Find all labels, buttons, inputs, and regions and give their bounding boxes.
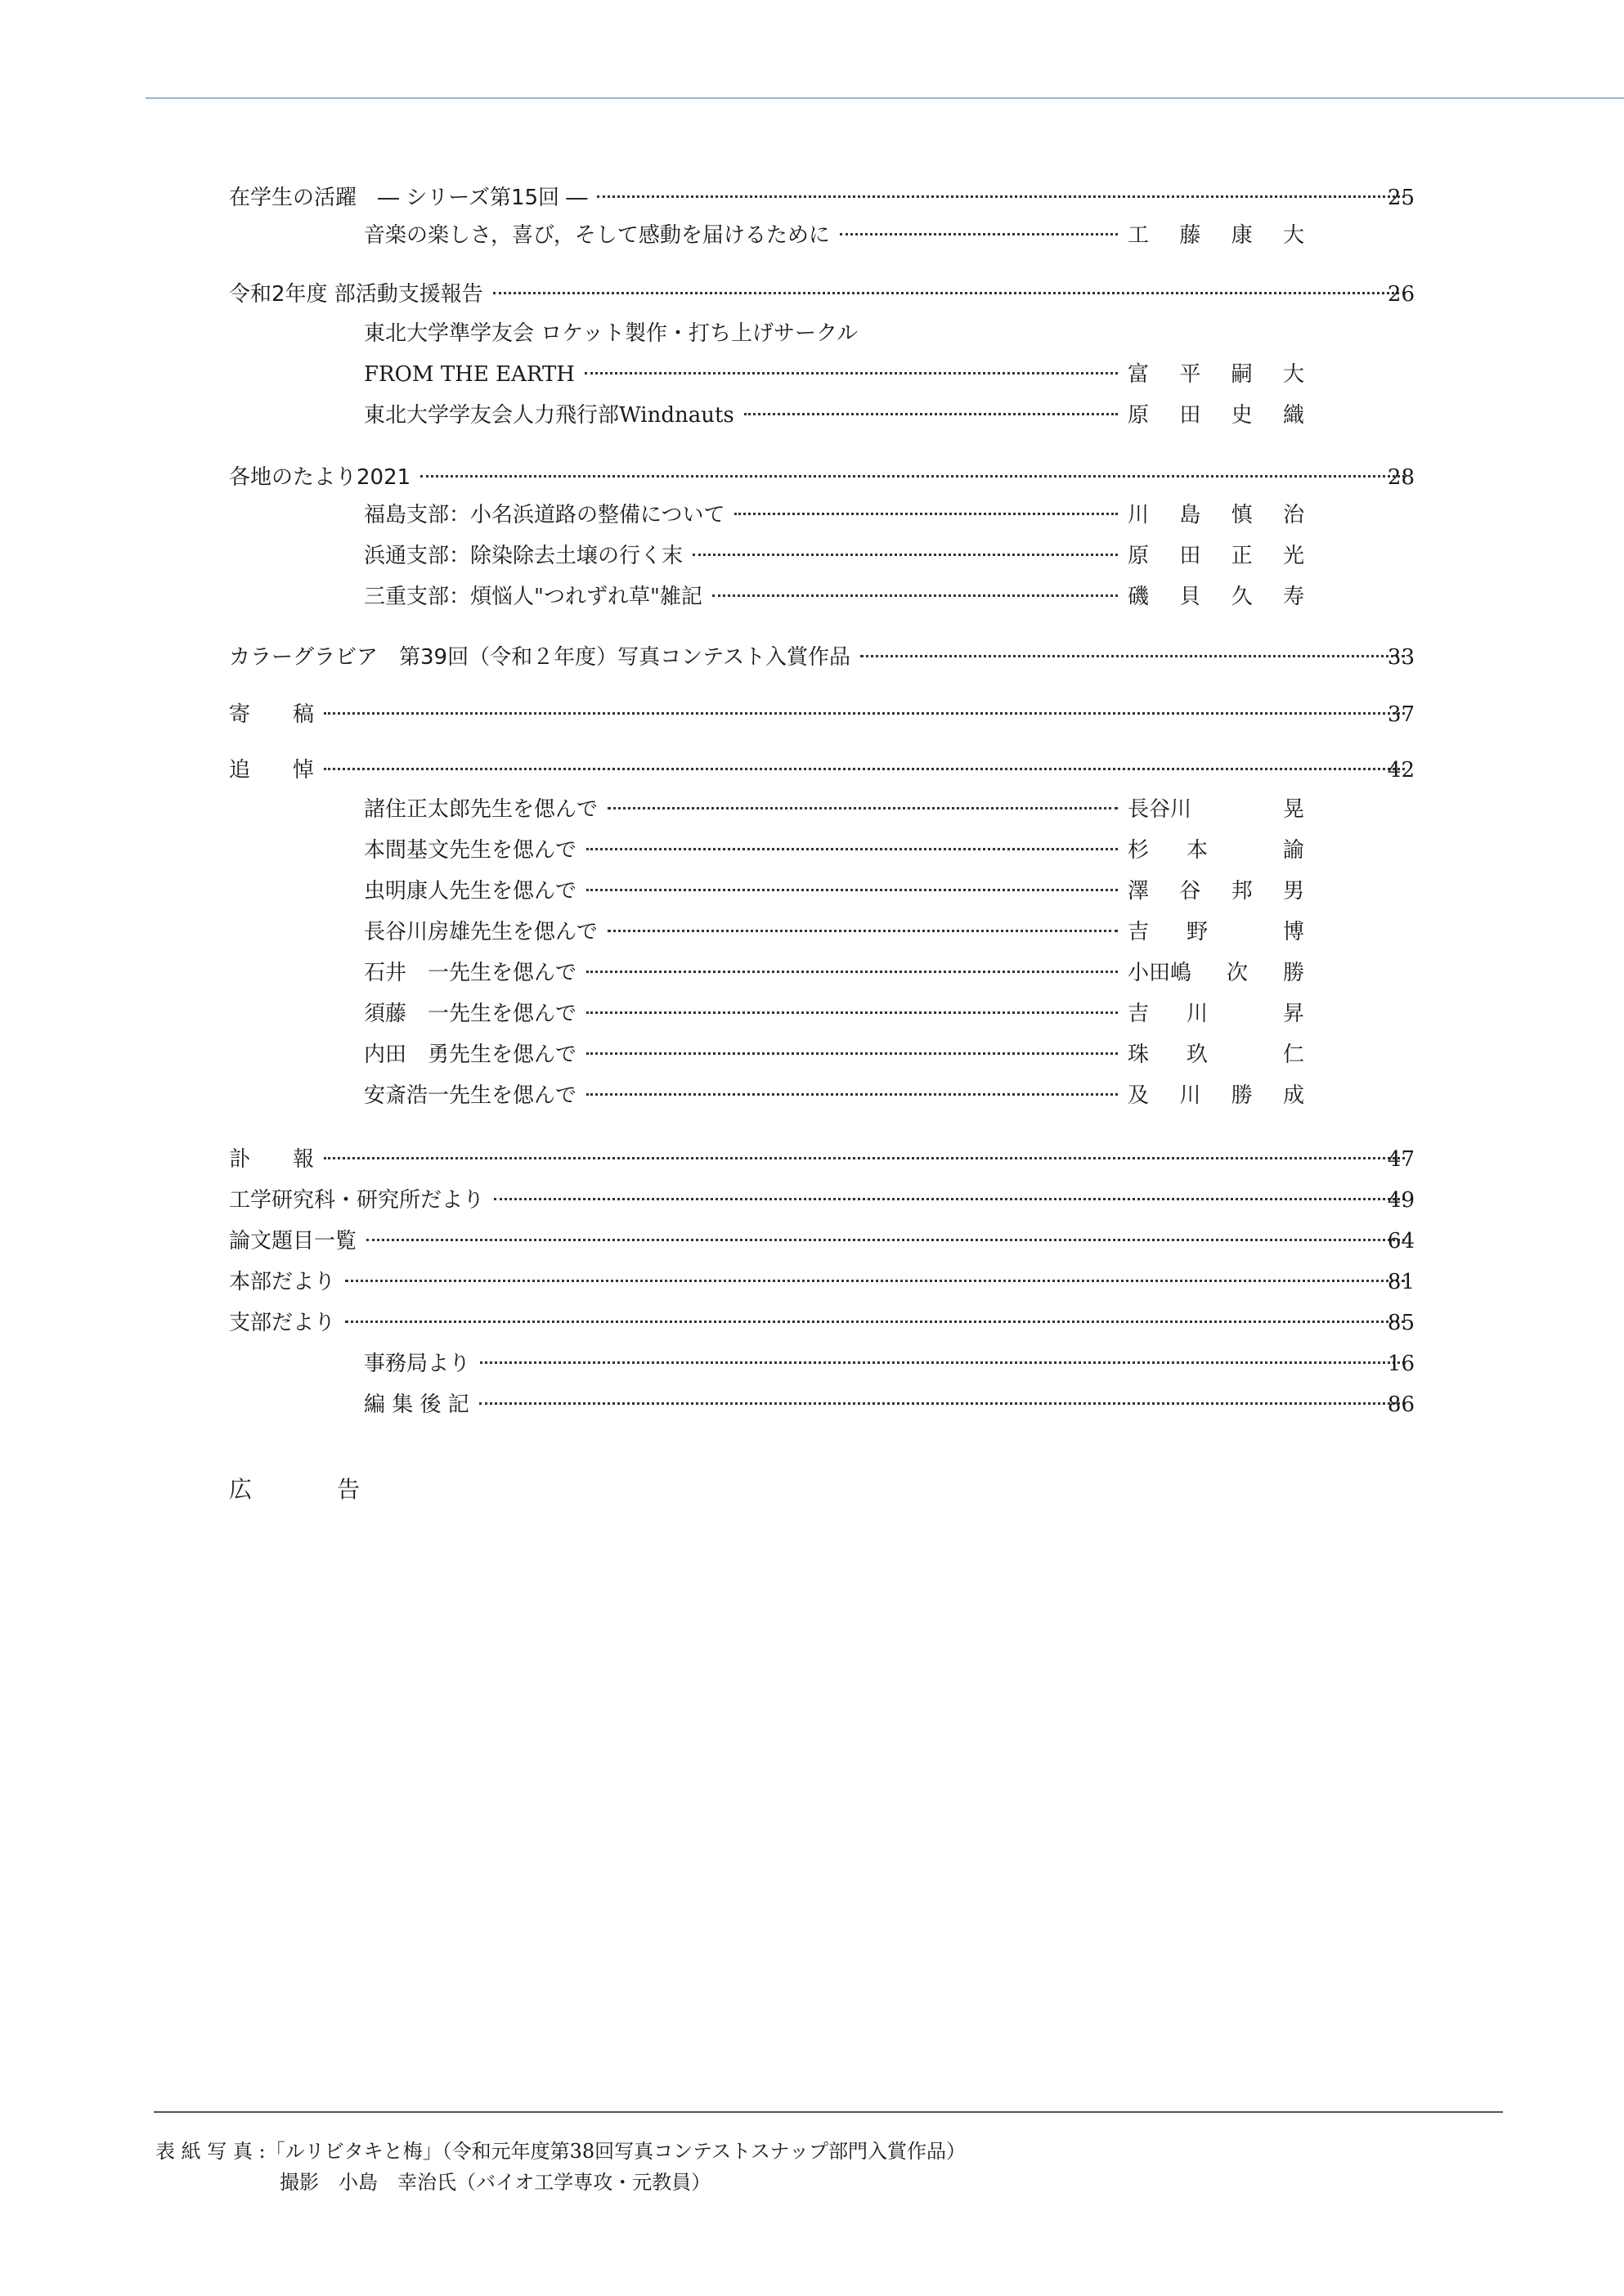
author-char: 康: [1231, 223, 1253, 248]
toc-section: [229, 697, 1415, 733]
toc-entry: [364, 996, 1304, 1032]
toc-entry-title: 須藤 一先生を偲んで: [364, 1002, 577, 1026]
author-char: 次: [1226, 961, 1248, 985]
toc-page-number: 85: [1387, 1311, 1415, 1335]
toc-entry: [364, 873, 1304, 909]
author-char: 貝: [1179, 585, 1201, 609]
leader-dots: [608, 930, 1118, 932]
toc-entry-title: 三重支部：煩悩人"つれずれ草"雑記: [364, 585, 702, 609]
author-char: 織: [1282, 403, 1304, 428]
toc-section-title: 支部だより: [229, 1311, 336, 1335]
toc-entry-author: [1128, 791, 1304, 827]
toc-section-title: カラーグラビア 第39回（令和２年度）写真コンテスト入賞作品: [229, 645, 851, 670]
toc-entry-title: 石井 一先生を偲んで: [364, 961, 577, 985]
toc-entry-author: [1128, 579, 1304, 615]
ad-char: 告: [336, 1476, 360, 1503]
leader-dots: [345, 1280, 1405, 1282]
cover-photo-credit: 撮影 小島 幸治氏（バイオ工学専攻・元教員）: [280, 2171, 711, 2194]
leader-dots: [744, 413, 1118, 415]
author-char: 寿: [1282, 585, 1304, 609]
author-char: 治: [1282, 503, 1304, 527]
leader-dots: [345, 1321, 1405, 1323]
toc-entry-title: FROM THE EARTH: [364, 362, 575, 387]
author-char: 晃: [1282, 797, 1304, 822]
author-char: 勝: [1282, 961, 1304, 985]
author-char: 及: [1128, 1083, 1150, 1108]
toc-entry: [364, 914, 1304, 950]
ad-char: 広: [229, 1476, 253, 1503]
toc-entry-author: [1128, 955, 1304, 991]
toc-section-title: 追 悼: [229, 758, 315, 783]
toc-entry: [364, 538, 1304, 574]
author-char: 昇: [1282, 1002, 1304, 1026]
toc-entry: [364, 316, 1304, 352]
cover-photo-caption: 表 紙 写 真 :「ルリビタキと梅」（令和元年度第38回写真コンテストスナップ部門入賞作品）: [155, 2140, 966, 2163]
author-char: 原: [1128, 403, 1150, 428]
author-char: 珠: [1128, 1043, 1150, 1067]
toc-entry-author: [1128, 217, 1304, 253]
toc-section: [229, 1141, 1415, 1177]
toc-page-number: 37: [1387, 702, 1415, 727]
author-char: 磯: [1128, 585, 1150, 609]
toc-entry-title: 本間基文先生を偲んで: [364, 838, 577, 863]
toc-entry: [364, 579, 1304, 615]
leader-dots: [586, 848, 1118, 850]
author-char: 野: [1187, 920, 1209, 944]
toc-entry-author: [1128, 1037, 1304, 1073]
leader-dots: [480, 1361, 1405, 1364]
author-char: 邦: [1231, 879, 1253, 904]
leader-dots: [734, 513, 1118, 515]
leader-dots: [479, 1402, 1405, 1405]
toc-page-number: 28: [1387, 465, 1415, 490]
author-char: 長谷川: [1128, 797, 1192, 822]
toc-section: [229, 639, 1415, 675]
toc-page-number: 64: [1387, 1229, 1415, 1253]
author-char: 大: [1282, 362, 1304, 387]
leader-dots: [586, 1011, 1118, 1014]
author-char: 光: [1282, 544, 1304, 568]
author-char: 富: [1128, 362, 1150, 387]
toc-entry-title: 福島支部：小名浜道路の整備について: [364, 503, 725, 527]
leader-dots: [585, 372, 1118, 374]
leader-dots: [586, 889, 1118, 891]
author-char: 仁: [1282, 1043, 1304, 1067]
author-char: 平: [1179, 362, 1201, 387]
leader-dots: [366, 1239, 1405, 1241]
toc-entry: [364, 497, 1304, 533]
toc-entry: [364, 955, 1304, 991]
leader-dots: [860, 655, 1405, 657]
toc-entry: [364, 791, 1304, 827]
toc-section: [229, 1223, 1415, 1259]
bottom-rule: [154, 2111, 1503, 2113]
toc-entry-author: [1128, 497, 1304, 533]
toc-section-title: 各地のたより2021: [229, 465, 411, 490]
toc-page-number: 16: [1387, 1352, 1415, 1376]
toc-entry-title: 東北大学準学友会 ロケット製作・打ち上げサークル: [364, 321, 859, 346]
toc-section-title: 在学生の活躍 ― シリーズ第15回 ―: [229, 186, 588, 210]
toc-page-number: 42: [1387, 758, 1415, 783]
toc-page-number: 47: [1387, 1147, 1415, 1172]
toc-entry-title: 編 集 後 記: [364, 1392, 469, 1417]
leader-dots: [586, 971, 1118, 973]
leader-dots: [493, 292, 1405, 294]
author-char: 嗣: [1231, 362, 1253, 387]
leader-dots: [586, 1052, 1118, 1055]
leader-dots: [608, 807, 1118, 809]
author-char: 吉: [1128, 920, 1150, 944]
toc-entry-title: 音楽の楽しさ，喜び，そして感動を届けるために: [364, 223, 830, 248]
toc-entry-title: 事務局より: [364, 1352, 471, 1376]
toc-entry-title: 浜通支部：除染除去土壌の行く末: [364, 544, 684, 568]
toc-entry: [364, 1037, 1304, 1073]
toc-section-title: 令和2年度 部活動支援報告: [229, 282, 483, 307]
author-char: 藤: [1179, 223, 1201, 248]
author-char: 史: [1231, 403, 1253, 428]
toc-page-number: 33: [1387, 645, 1415, 670]
toc-entry: [364, 357, 1304, 392]
toc-section: [229, 1305, 1415, 1341]
author-char: 島: [1179, 503, 1201, 527]
toc-entry-author: [1128, 914, 1304, 950]
toc-section: [229, 1264, 1415, 1300]
author-char: 川: [1179, 1083, 1201, 1108]
toc-entry-author: [1128, 832, 1304, 868]
toc-section: [229, 276, 1415, 312]
leader-dots: [324, 1157, 1405, 1159]
author-char: 川: [1128, 503, 1150, 527]
toc-section: [229, 460, 1415, 496]
author-char: 慎: [1231, 503, 1253, 527]
author-char: 谷: [1179, 879, 1201, 904]
toc-section-title: 論文題目一覧: [229, 1229, 357, 1253]
toc-entry-title: 虫明康人先生を偲んで: [364, 879, 577, 904]
leader-dots: [712, 594, 1118, 597]
leader-dots: [597, 195, 1405, 198]
toc-entry-author: [1128, 996, 1304, 1032]
author-char: 大: [1282, 223, 1304, 248]
toc-entry-author: [1128, 397, 1304, 433]
author-char: 勝: [1231, 1083, 1253, 1108]
author-char: 吉: [1128, 1002, 1150, 1026]
toc-page-number: 81: [1387, 1270, 1415, 1294]
leader-dots: [494, 1198, 1405, 1200]
leader-dots: [693, 554, 1118, 556]
toc-extra-entry: [364, 1346, 1415, 1382]
author-char: 成: [1282, 1083, 1304, 1108]
author-char: 杉: [1128, 838, 1150, 863]
toc-entry-title: 東北大学学友会人力飛行部Windnauts: [364, 403, 734, 428]
toc-entry: [364, 1078, 1304, 1114]
toc-section-title: 工学研究科・研究所だより: [229, 1188, 485, 1213]
toc-section-title: 本部だより: [229, 1270, 336, 1294]
toc-entry-title: 長谷川房雄先生を偲んで: [364, 920, 599, 944]
advertisement-heading: [229, 1472, 360, 1505]
toc-section-title: 訃 報: [229, 1147, 315, 1172]
toc-entry-title: 内田 勇先生を偲んで: [364, 1043, 577, 1067]
author-char: 川: [1187, 1002, 1209, 1026]
toc-entry-title: 諸住正太郎先生を偲んで: [364, 797, 599, 822]
leader-dots: [324, 712, 1405, 715]
author-char: 諭: [1282, 838, 1304, 863]
author-char: 玖: [1187, 1043, 1209, 1067]
author-char: 工: [1128, 223, 1150, 248]
toc-entry: [364, 397, 1304, 433]
toc-section: [229, 752, 1415, 788]
author-char: 博: [1282, 920, 1304, 944]
toc-page-number: 49: [1387, 1188, 1415, 1213]
author-char: 久: [1231, 585, 1253, 609]
toc-entry-author: [1128, 538, 1304, 574]
author-char: 小田嶋: [1128, 961, 1192, 985]
author-char: 本: [1187, 838, 1209, 863]
toc-entry: [364, 832, 1304, 868]
leader-dots: [420, 475, 1405, 478]
toc-entry-author: [1128, 873, 1304, 909]
author-char: 田: [1179, 403, 1201, 428]
author-char: 田: [1179, 544, 1201, 568]
author-char: 正: [1231, 544, 1253, 568]
toc-entry-author: [1128, 1078, 1304, 1114]
toc-section: [229, 1182, 1415, 1218]
author-char: 男: [1282, 879, 1304, 904]
toc-page-number: 86: [1387, 1392, 1415, 1417]
author-char: 澤: [1128, 879, 1150, 904]
toc-entry-author: [1128, 357, 1304, 392]
top-rule: [146, 97, 1624, 99]
leader-dots: [324, 768, 1405, 770]
leader-dots: [840, 233, 1118, 235]
author-char: 原: [1128, 544, 1150, 568]
leader-dots: [586, 1093, 1118, 1096]
toc-entry: [364, 217, 1304, 253]
toc-section: [229, 180, 1415, 216]
toc-page-number: 25: [1387, 186, 1415, 210]
toc-section-title: 寄 稿: [229, 702, 315, 727]
toc-page-number: 26: [1387, 282, 1415, 307]
toc-extra-entry: [364, 1387, 1415, 1423]
toc-entry-title: 安斎浩一先生を偲んで: [364, 1083, 577, 1108]
